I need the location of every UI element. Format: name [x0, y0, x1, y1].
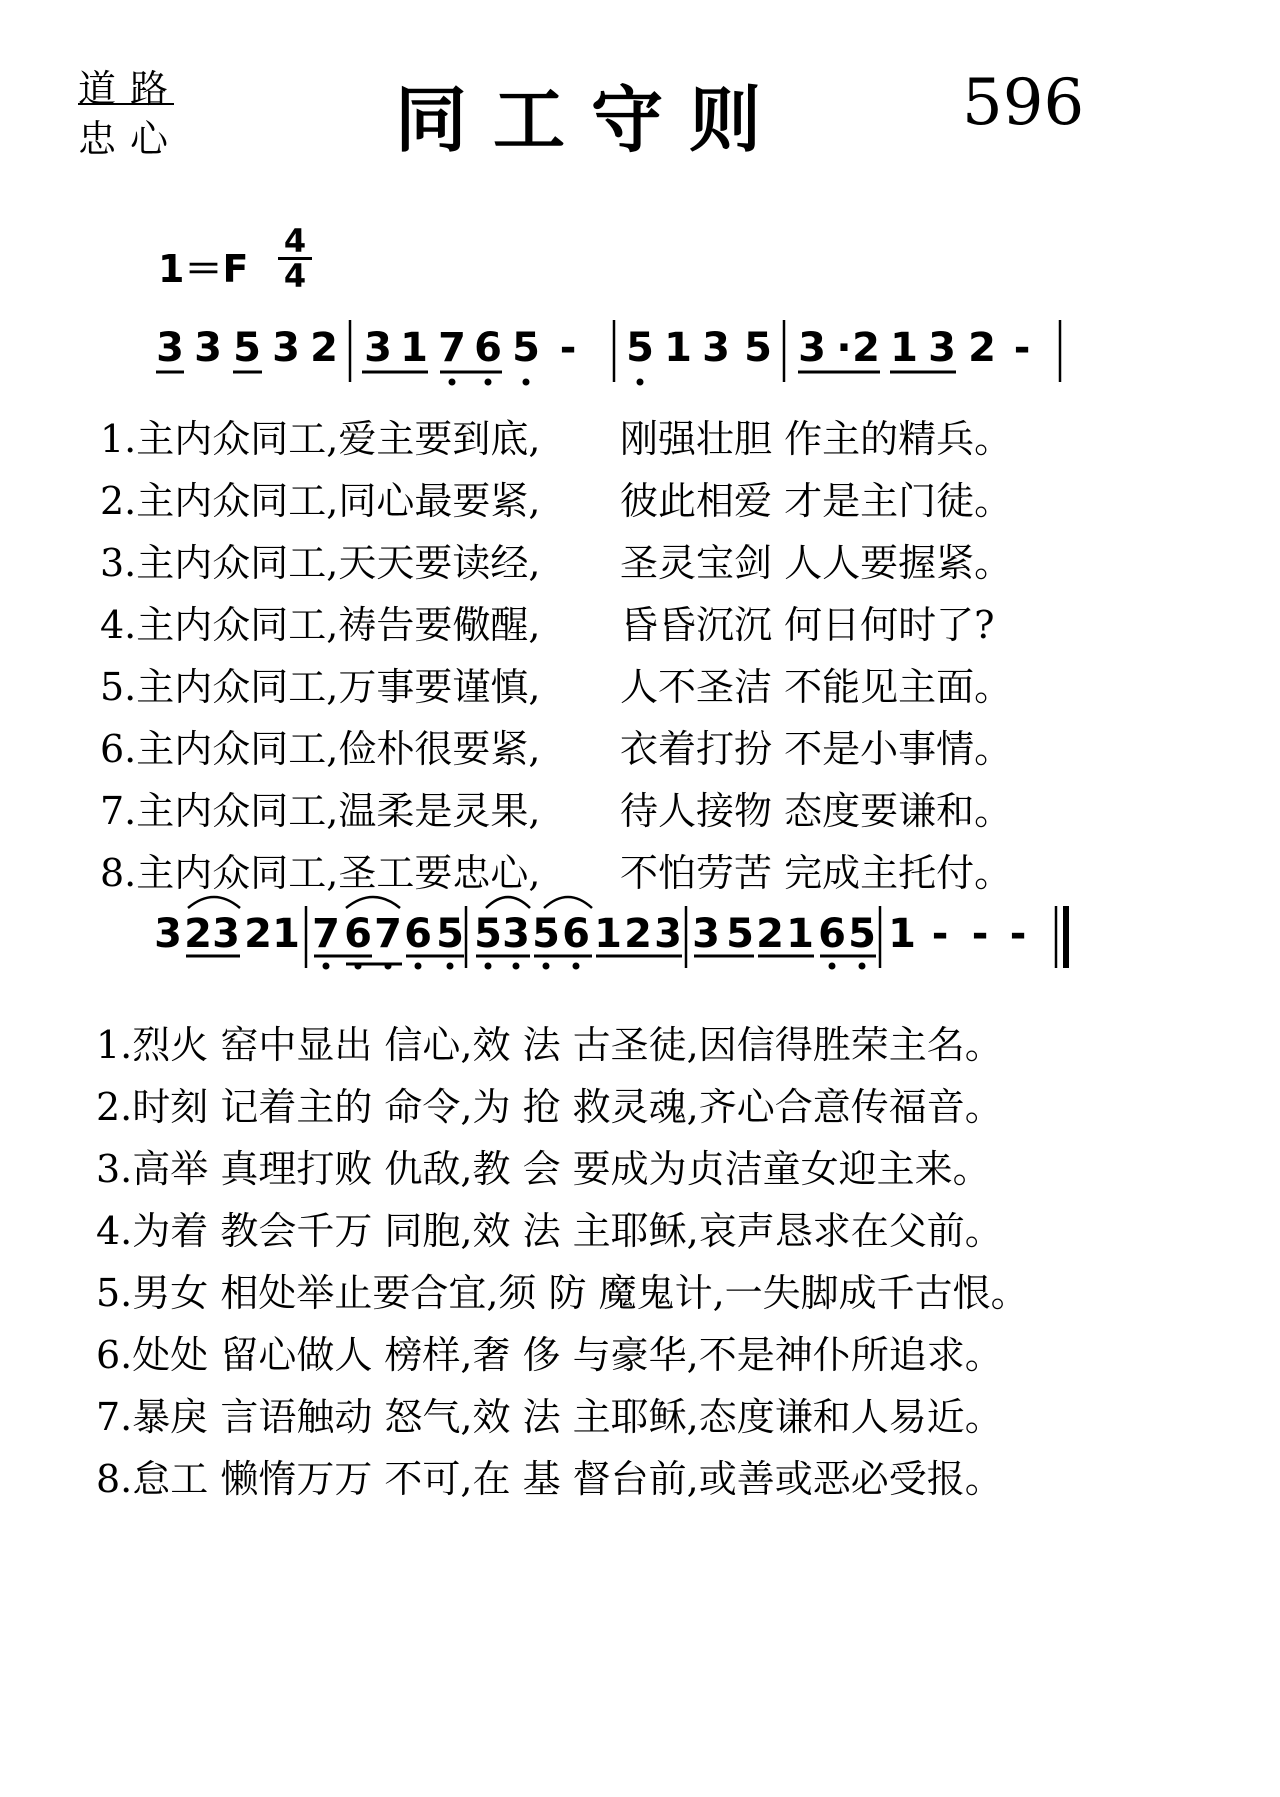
jianpu-note: 2: [852, 325, 880, 371]
jianpu-note: 6: [818, 911, 846, 957]
verse-1-b: 刚强壮胆 作主的精兵。: [620, 417, 1013, 461]
verse-3-a: 3.主内众同工,天天要读经,: [100, 541, 541, 585]
tie: [544, 897, 592, 908]
octave-dot: [447, 963, 453, 969]
octave-dot: [415, 963, 421, 969]
jianpu-note: -: [971, 911, 989, 957]
jianpu-note: -: [1013, 325, 1031, 371]
verse-3-b: 圣灵宝剑 人人要握紧。: [620, 541, 1013, 585]
jianpu-note: 5: [233, 325, 261, 371]
verse-6-b: 衣着打扮 不是小事情。: [620, 727, 1013, 771]
jianpu-note: 1: [594, 911, 622, 957]
octave-dot: [513, 963, 519, 969]
verse2-2: 2.时刻 记着主的 命令,为 抢 救灵魂,齐心合意传福音。: [96, 1085, 1003, 1129]
jianpu-note: 6: [404, 911, 432, 957]
jianpu-note: 5: [474, 911, 502, 957]
jianpu-note: 2: [244, 911, 272, 957]
octave-dot: [523, 379, 529, 385]
jianpu-note: 7: [438, 325, 466, 371]
jianpu-note: 2: [184, 911, 212, 957]
verse-2-a: 2.主内众同工,同心最要紧,: [100, 479, 541, 523]
jianpu-note: 2: [756, 911, 784, 957]
verse2-5: 5.男女 相处举止要合宜,须 防 魔鬼计,一失脚成千古恨。: [96, 1271, 1029, 1315]
octave-dot: [543, 963, 549, 969]
verse-4-b: 昏昏沉沉 何日何时了?: [620, 603, 995, 647]
jianpu-note: 3: [502, 911, 530, 957]
jianpu-note: -: [1009, 911, 1027, 957]
jianpu-note: 5: [436, 911, 464, 957]
jianpu-note: 5: [744, 325, 772, 371]
verse-6-a: 6.主内众同工,俭朴很要紧,: [100, 727, 541, 771]
jianpu-note: 2: [624, 911, 652, 957]
category-top: 道路: [78, 67, 183, 111]
jianpu-note: 3: [798, 325, 826, 371]
jianpu-note: 1: [272, 911, 300, 957]
verse-5-a: 5.主内众同工,万事要谨慎,: [100, 665, 541, 709]
jianpu-note: 2: [968, 325, 996, 371]
jianpu-note: 1: [664, 325, 692, 371]
jianpu-note: 6: [474, 325, 502, 371]
octave-dot: [355, 963, 361, 969]
octave-dot: [449, 379, 455, 385]
hymn-number: 596: [962, 66, 1085, 140]
verse-1-a: 1.主内众同工,爱主要到底,: [100, 417, 541, 461]
octave-dot: [323, 963, 329, 969]
jianpu-note: 3: [364, 325, 392, 371]
verse-2-b: 彼此相爱 才是主门徒。: [620, 479, 1013, 523]
tie: [346, 897, 400, 908]
jianpu-note: 3: [154, 911, 182, 957]
verse-5-b: 人不圣洁 不能见主面。: [620, 665, 1013, 709]
jianpu-note: 6: [344, 911, 372, 957]
jianpu-note: 5: [512, 325, 540, 371]
jianpu-note: 7: [312, 911, 340, 957]
verse-7-b: 待人接物 态度要谦和。: [620, 789, 1013, 833]
verse2-1: 1.烈火 窑中显出 信心,效 法 古圣徒,因信得胜荣主名。: [96, 1023, 1003, 1067]
octave-dot: [485, 963, 491, 969]
tie: [486, 897, 530, 908]
jianpu-note: 5: [726, 911, 754, 957]
jianpu-note: 3: [928, 325, 956, 371]
verse2-8: 8.怠工 懒惰万万 不可,在 基 督台前,或善或恶必受报。: [96, 1457, 1003, 1501]
jianpu-note: 6: [562, 911, 590, 957]
verse-8-b: 不怕劳苦 完成主托付。: [620, 851, 1013, 895]
verse2-6: 6.处处 留心做人 榜样,奢 侈 与豪华,不是神仆所追求。: [96, 1333, 1003, 1377]
verse-8-a: 8.主内众同工,圣工要忠心,: [100, 851, 541, 895]
octave-dot: [859, 963, 865, 969]
jianpu-note: 1: [890, 325, 918, 371]
verse-7-a: 7.主内众同工,温柔是灵果,: [100, 789, 541, 833]
jianpu-note: 7: [374, 911, 402, 957]
jianpu-note: 1: [400, 325, 428, 371]
jianpu-note: ·: [836, 325, 852, 371]
jianpu-note: 3: [156, 325, 184, 371]
jianpu-note: 5: [626, 325, 654, 371]
jianpu-note: 5: [532, 911, 560, 957]
key-signature: 1＝F: [158, 247, 249, 291]
jianpu-note: 3: [692, 911, 720, 957]
jianpu-note: 3: [654, 911, 682, 957]
time-signature-bottom: 4: [283, 257, 307, 295]
octave-dot: [485, 379, 491, 385]
jianpu-note: 3: [272, 325, 300, 371]
jianpu-note: -: [559, 325, 577, 371]
time-signature-top: 4: [283, 222, 307, 260]
jianpu-note: 3: [194, 325, 222, 371]
octave-dot: [573, 963, 579, 969]
verse2-3: 3.高举 真理打败 仇敌,教 会 要成为贞洁童女迎主来。: [96, 1147, 991, 1191]
verse2-4: 4.为着 教会千万 同胞,效 法 主耶稣,哀声恳求在父前。: [96, 1209, 1003, 1253]
jianpu-note: 3: [212, 911, 240, 957]
octave-dot: [637, 379, 643, 385]
verse-4-a: 4.主内众同工,祷告要儆醒,: [100, 603, 541, 647]
tie: [188, 897, 240, 908]
octave-dot: [829, 963, 835, 969]
octave-dot: [385, 963, 391, 969]
hymn-title: 同工守则: [395, 78, 788, 162]
jianpu-note: 5: [848, 911, 876, 957]
jianpu-note: 3: [702, 325, 730, 371]
jianpu-note: 2: [310, 325, 338, 371]
category-bottom: 忠心: [78, 117, 183, 161]
jianpu-note: 1: [888, 911, 916, 957]
jianpu-note: 1: [786, 911, 814, 957]
jianpu-note: -: [931, 911, 949, 957]
verse2-7: 7.暴戾 言语触动 怒气,效 法 主耶稣,态度谦和人易近。: [96, 1395, 1003, 1439]
